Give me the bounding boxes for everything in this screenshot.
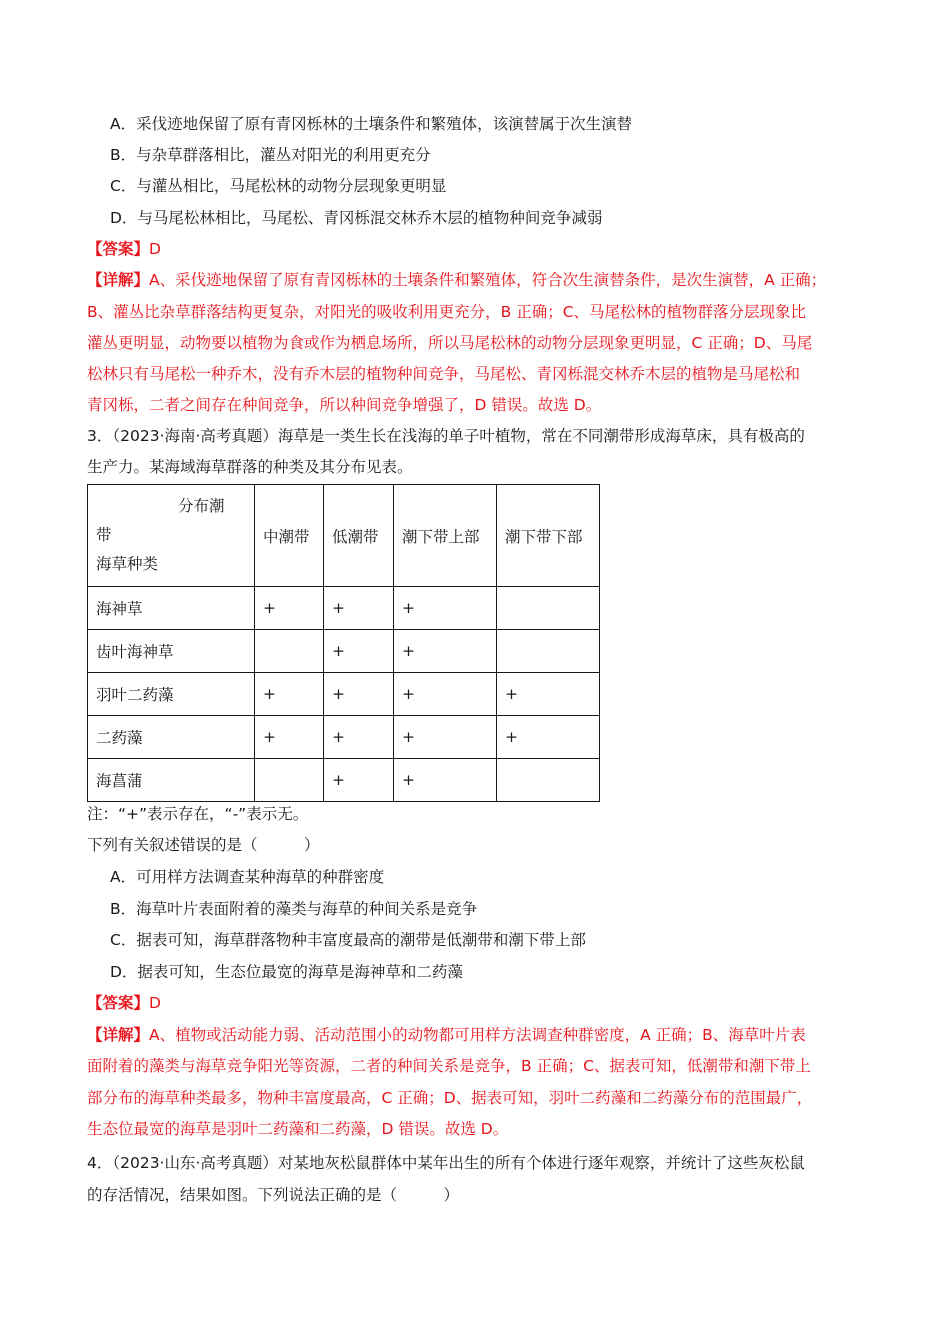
q3-question: 下列有关叙述错误的是（ ） (87, 836, 320, 854)
presence-cell: + (394, 673, 497, 716)
q2-detail-line-5: 青冈栎，二者之间存在种间竞争，所以种间竞争增强了，D 错误。故选 D。 (87, 396, 602, 414)
q4-stem-line-1: 4．（2023·山东·高考真题）对某地灰松鼠群体中某年出生的所有个体进行逐年观察，并统计了这些灰松鼠 (87, 1154, 805, 1172)
presence-cell: + (324, 673, 394, 716)
q2-option-b: B．与杂草群落相比，灌丛对阳光的利用更充分 (110, 146, 431, 164)
q4-stem-line-2: 的存活情况，结果如图。下列说法正确的是（ ） (87, 1186, 460, 1204)
presence-cell: + (255, 587, 324, 630)
species-cell: 齿叶海神草 (88, 630, 255, 673)
table-row (88, 673, 600, 716)
presence-cell: + (394, 587, 497, 630)
q2-option-d: D．与马尾松林相比，马尾松、青冈栎混交林乔木层的植物种间竞争减弱 (110, 209, 603, 227)
table-corner-cell (88, 485, 255, 587)
q3-answer-label: 【答案】 (87, 994, 150, 1012)
q2-option-a: A．采伐迹地保留了原有青冈栎林的土壤条件和繁殖体，该演替属于次生演替 (110, 115, 633, 133)
corner-label-zone-cont: 带 (96, 526, 112, 544)
column-header: 潮下带上部 (394, 485, 497, 587)
species-cell: 二药藻 (88, 716, 255, 759)
presence-cell (497, 587, 600, 630)
q3-option-b: B．海草叶片表面附着的藻类与海草的种间关系是竞争 (110, 900, 478, 918)
q2-answer (87, 239, 161, 259)
q3-option-d: D．据表可知，生态位最宽的海草是海神草和二药藻 (110, 963, 463, 981)
q3-stem-line-2: 生产力。某海域海草群落的种类及其分布见表。 (87, 458, 413, 476)
presence-cell: + (324, 716, 394, 759)
q2-detail-line-1 (87, 270, 826, 290)
presence-cell (255, 630, 324, 673)
q3-answer (87, 993, 161, 1013)
q3-stem-line-1: 3．（2023·海南·高考真题）海草是一类生长在浅海的单子叶植物，常在不同潮带形成海草床，具有极高的 (87, 427, 805, 445)
species-cell: 海神草 (88, 587, 255, 630)
q2-detail-line-3: 灌丛更明显，动物要以植物为食或作为栖息场所，所以马尾松林的动物分层现象更明显，C 正确；D、马尾 (87, 334, 813, 352)
presence-cell: + (255, 716, 324, 759)
corner-label-species: 海草种类 (96, 555, 159, 573)
species-cell: 海菖蒲 (88, 759, 255, 802)
q3-answer-value: D (149, 994, 161, 1012)
column-header: 中潮带 (255, 485, 324, 587)
table-row (88, 630, 600, 673)
presence-cell: + (497, 716, 600, 759)
presence-cell (497, 630, 600, 673)
presence-cell: + (394, 716, 497, 759)
corner-label-zone: 分布潮 (178, 497, 225, 515)
q3-detail-line-3: 部分布的海草种类最多，物种丰富度最高，C 正确；D、据表可知，羽叶二药藻和二药藻分布的范围最广， (87, 1089, 813, 1107)
q2-option-c: C．与灌丛相比，马尾松林的动物分层现象更明显 (110, 177, 447, 195)
q2-detail-line-4: 松林只有马尾松一种乔木，没有乔木层的植物种间竞争，马尾松、青冈栎混交林乔木层的植物是马尾松和 (87, 365, 801, 383)
q3-detail-text-1: A、植物或活动能力弱、活动范围小的动物都可用样方法调查种群密度，A 正确；B、海草叶片表 (149, 1026, 806, 1044)
q3-table-note: 注：“+”表示存在，“-”表示无。 (87, 805, 309, 823)
table-row (88, 759, 600, 802)
q2-answer-value: D (149, 240, 161, 258)
presence-cell: + (394, 630, 497, 673)
q2-answer-label: 【答案】 (87, 240, 150, 258)
presence-cell: + (394, 759, 497, 802)
table-row (88, 587, 600, 630)
q3-detail-label: 【详解】 (87, 1026, 150, 1044)
q2-detail-line-2: B、灌丛比杂草群落结构更复杂，对阳光的吸收利用更充分，B 正确；C、马尾松林的植物群落分层现象比 (87, 303, 807, 321)
presence-cell (255, 759, 324, 802)
q3-option-a: A．可用样方法调查某种海草的种群密度 (110, 868, 385, 886)
presence-cell: + (324, 759, 394, 802)
table-header-row (88, 485, 600, 587)
table-row (88, 716, 600, 759)
seagrass-distribution-table (87, 484, 600, 802)
q3-option-c: C．据表可知，海草群落物种丰富度最高的潮带是低潮带和潮下带上部 (110, 931, 586, 949)
column-header: 低潮带 (324, 485, 394, 587)
q3-detail-line-2: 面附着的藻类与海草竞争阳光等资源，二者的种间关系是竞争，B 正确；C、据表可知，低潮带和潮下带上 (87, 1057, 811, 1075)
presence-cell: + (324, 587, 394, 630)
q3-detail-line-4: 生态位最宽的海草是羽叶二药藻和二药藻，D 错误。故选 D。 (87, 1120, 509, 1138)
presence-cell: + (255, 673, 324, 716)
presence-cell (497, 759, 600, 802)
presence-cell: + (324, 630, 394, 673)
q3-detail-line-1 (87, 1025, 806, 1045)
column-header: 潮下带下部 (497, 485, 600, 587)
presence-cell: + (497, 673, 600, 716)
species-cell: 羽叶二药藻 (88, 673, 255, 716)
q2-detail-text-1: A、采伐迹地保留了原有青冈栎林的土壤条件和繁殖体，符合次生演替条件，是次生演替，A 正确； (149, 271, 827, 289)
q2-detail-label: 【详解】 (87, 271, 150, 289)
